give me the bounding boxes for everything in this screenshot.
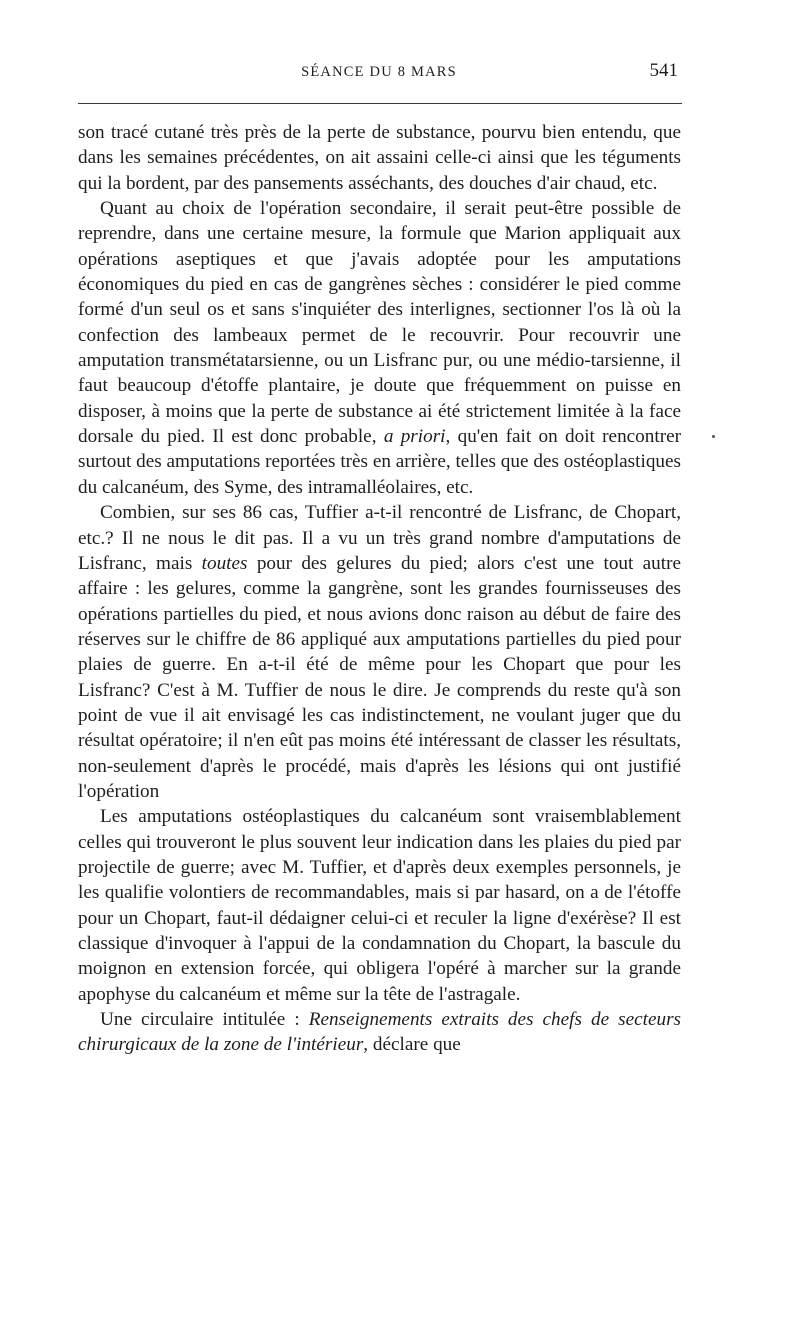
paragraph-1-text: son tracé cutané très près de la perte de substance, pourvu bien entendu, que dans les semaines précédentes, on ait assaini celle-ci ainsi que les téguments qui la bordent, par des pansements asséchants, des douches d'air chaud, etc. (78, 122, 681, 194)
paragraph-5-text-a: Une circulaire intitulée : (100, 1009, 300, 1031)
paragraph-4 (78, 804, 681, 1007)
paragraph-5 (78, 1007, 681, 1058)
running-title: SÉANCE DU 8 MARS (301, 64, 457, 80)
paragraph-5-italic: Renseignements extraits des chefs de secteurs chirurgicaux de la zone de l'intérieur (78, 1009, 682, 1056)
paragraph-2-italic: a priori (383, 426, 446, 448)
page-number: 541 (649, 60, 678, 81)
page-header (78, 60, 680, 100)
paragraph-5-text-b: , déclare que (363, 1034, 461, 1056)
paragraph-3-text-a: Combien, sur ses 86 cas, Tuffier a-t-il rencontré de Lisfranc, de Chopart, etc.? Il ne nous le dit pas. Il a vu un très grand nombre d'amputations de Lisfranc, mais (78, 502, 681, 574)
header-rule (78, 103, 682, 104)
paragraph-3 (78, 500, 681, 804)
paragraph-1 (78, 120, 681, 196)
paragraph-2-text-b: , qu'en fait on doit rencontrer surtout des amputations reportées très en arrière, telles que des ostéoplastiques du calcanéum, des Syme, des intramalléolaires, etc. (78, 426, 681, 498)
margin-speck (712, 435, 715, 438)
paragraph-2 (78, 196, 681, 500)
paragraph-4-text: Les amputations ostéoplastiques du calcanéum sont vraisemblablement celles qui trouveront le plus souvent leur indication dans les plaies du pied par projectile de guerre; avec M. Tuffier, et d'après deux exemples personnels, je les qualifie volontiers de recommandables, mais si par hasard, on a de l'étoffe pour un Chopart, faut-il dédaigner celui-ci et reculer la ligne d'exérèse? Il est classique d'invoquer à l'appui de la condamnation du Chopart, la bascule du moignon en extension forcée, qui obligera l'opéré à marcher sur la grande apophyse du calcanéum et même sur la tête de l'astragale. (78, 806, 681, 1005)
body-text (78, 120, 681, 1058)
paragraph-3-italic: toutes (201, 552, 248, 574)
paragraph-2-text-a: Quant au choix de l'opération secondaire, il serait peut-être possible de reprendre, dans une certaine mesure, la formule que Marion appliquait aux opérations aseptiques et que j'avais adoptée pour les amputations économiques du pied en cas de gangrènes sèches : considérer le pied comme formé d'un seul os et sans s'inquiéter des interlignes, sectionner l'os là où la confection des lambeaux permet de le recouvrir. Pour recouvrir une amputation transmétatarsienne, ou un Lisfranc pur, ou une médio-tarsienne, il faut beaucoup d'étoffe plantaire, je doute que fréquemment on puisse en disposer, à moins que la perte de substance ai été strictement limitée à la face dorsale du pied. Il est donc probable, (78, 198, 681, 448)
paragraph-3-text-b: pour des gelures du pied; alors c'est une tout autre affaire : les gelures, comme la gangrène, sont les grandes fournisseuses des opérations partielles du pied, et nous avions donc raison au début de faire des réserves sur le chiffre de 86 appliqué aux amputations partielles du pied pour plaies de guerre. En a-t-il été de même pour les Chopart que pour les Lisfranc? C'est à M. Tuffier de nous le dire. Je comprends du reste qu'à son point de vue il ait envisagé les cas indistinctement, ne voulant juger que du résultat opératoire; il n'en eût pas moins été intéressant de classer les résultats, non-seulement d'après le procédé, mais d'après les lésions qui ont justifié l'opération (78, 552, 682, 802)
